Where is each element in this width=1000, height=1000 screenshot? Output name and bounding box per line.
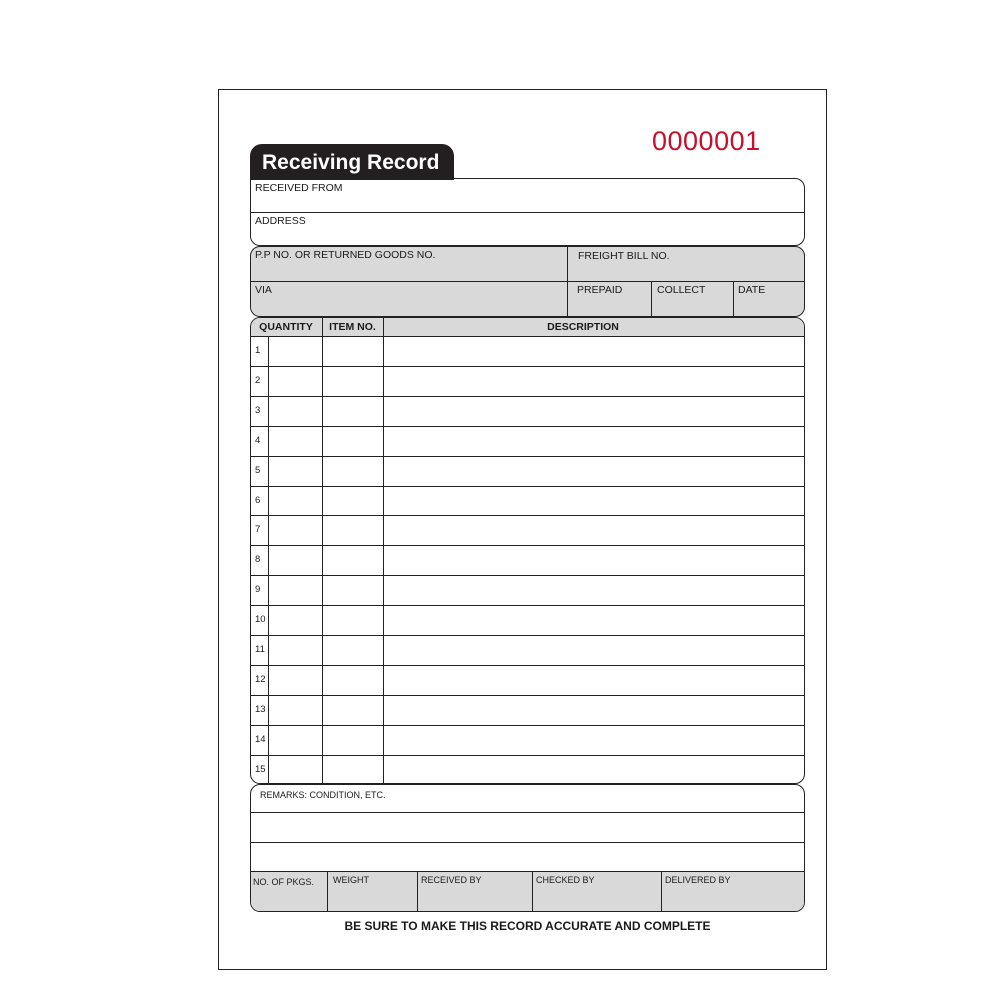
item-no-cell[interactable] xyxy=(323,516,382,544)
divider xyxy=(733,281,734,317)
form-title: Receiving Record xyxy=(250,144,454,180)
received-from-label: RECEIVED FROM xyxy=(255,182,343,194)
description-cell[interactable] xyxy=(384,636,803,664)
row-number: 5 xyxy=(255,464,261,476)
checked-by-label: CHECKED BY xyxy=(536,875,595,885)
description-cell[interactable] xyxy=(384,487,803,515)
column-header-description: DESCRIPTION xyxy=(547,321,619,333)
quantity-cell[interactable] xyxy=(269,756,321,784)
row-number: 11 xyxy=(255,644,265,655)
quantity-cell[interactable] xyxy=(269,516,321,544)
row-number: 9 xyxy=(255,584,261,596)
row-number: 13 xyxy=(255,703,266,715)
date-label: DATE xyxy=(738,284,766,296)
remarks-line-2[interactable] xyxy=(252,813,802,841)
quantity-cell[interactable] xyxy=(269,636,321,664)
column-header-quantity: QUANTITY xyxy=(259,321,313,333)
description-cell[interactable] xyxy=(384,576,803,604)
divider xyxy=(532,871,533,912)
prepaid-field[interactable] xyxy=(569,297,649,315)
received-from-field[interactable] xyxy=(340,182,800,210)
quantity-cell[interactable] xyxy=(269,367,321,395)
pp-no-field[interactable] xyxy=(252,262,564,280)
item-no-cell[interactable] xyxy=(323,666,382,694)
description-cell[interactable] xyxy=(384,427,803,455)
received-by-label: RECEIVED BY xyxy=(421,875,482,885)
row-number: 12 xyxy=(255,673,266,685)
item-no-cell[interactable] xyxy=(323,726,382,754)
item-no-cell[interactable] xyxy=(323,337,382,365)
received-by-field[interactable] xyxy=(419,888,530,909)
quantity-cell[interactable] xyxy=(269,457,321,485)
pp-no-label: P.P NO. OR RETURNED GOODS NO. xyxy=(255,249,436,261)
item-no-cell[interactable] xyxy=(323,427,382,455)
quantity-cell[interactable] xyxy=(269,666,321,694)
row-number: 4 xyxy=(255,434,261,446)
divider xyxy=(661,871,662,912)
divider xyxy=(651,281,652,317)
column-header-item-no: ITEM NO. xyxy=(329,321,376,333)
quantity-cell[interactable] xyxy=(269,696,321,724)
divider xyxy=(250,212,805,213)
address-label: ADDRESS xyxy=(255,215,306,227)
row-number: 14 xyxy=(255,733,266,745)
date-field[interactable] xyxy=(735,297,803,315)
collect-field[interactable] xyxy=(653,297,731,315)
row-number: 3 xyxy=(255,404,261,416)
footer-note: BE SURE TO MAKE THIS RECORD ACCURATE AND COMPLETE xyxy=(344,919,711,933)
description-cell[interactable] xyxy=(384,367,803,395)
description-cell[interactable] xyxy=(384,756,803,784)
item-no-cell[interactable] xyxy=(323,457,382,485)
no-of-pkgs-field[interactable] xyxy=(252,888,325,909)
row-number: 6 xyxy=(255,494,261,506)
weight-field[interactable] xyxy=(329,888,415,909)
serial-number: 0000001 xyxy=(652,126,761,156)
address-field[interactable] xyxy=(305,215,800,243)
description-cell[interactable] xyxy=(384,516,803,544)
divider xyxy=(417,871,418,912)
description-cell[interactable] xyxy=(384,337,803,365)
prepaid-label: PREPAID xyxy=(577,284,623,296)
row-number: 7 xyxy=(255,524,261,536)
quantity-cell[interactable] xyxy=(269,606,321,634)
divider xyxy=(250,871,805,872)
description-cell[interactable] xyxy=(384,606,803,634)
quantity-cell[interactable] xyxy=(269,487,321,515)
item-no-cell[interactable] xyxy=(323,367,382,395)
remarks-label: REMARKS: CONDITION, ETC. xyxy=(260,790,386,800)
delivered-by-label: DELIVERED BY xyxy=(665,875,731,885)
item-no-cell[interactable] xyxy=(323,696,382,724)
quantity-cell[interactable] xyxy=(269,726,321,754)
row-number: 10 xyxy=(255,614,266,626)
quantity-cell[interactable] xyxy=(269,546,321,574)
divider xyxy=(327,871,328,912)
remarks-line-1[interactable] xyxy=(252,800,802,811)
item-no-cell[interactable] xyxy=(323,546,382,574)
no-of-pkgs-label: NO. OF PKGS. xyxy=(253,877,315,887)
collect-label: COLLECT xyxy=(657,284,706,296)
description-cell[interactable] xyxy=(384,726,803,754)
row-number: 2 xyxy=(255,374,261,386)
item-no-cell[interactable] xyxy=(323,756,382,784)
row-number: 8 xyxy=(255,554,261,566)
description-cell[interactable] xyxy=(384,397,803,425)
item-no-cell[interactable] xyxy=(323,636,382,664)
item-no-cell[interactable] xyxy=(323,576,382,604)
item-no-cell[interactable] xyxy=(323,606,382,634)
description-cell[interactable] xyxy=(384,457,803,485)
weight-label: WEIGHT xyxy=(333,875,369,885)
row-number: 15 xyxy=(255,763,266,775)
divider xyxy=(250,281,805,282)
item-no-cell[interactable] xyxy=(323,487,382,515)
item-no-cell[interactable] xyxy=(323,397,382,425)
via-label: VIA xyxy=(255,284,272,296)
delivered-by-field[interactable] xyxy=(663,888,802,909)
divider xyxy=(567,246,568,317)
freight-bill-field[interactable] xyxy=(570,263,802,280)
quantity-cell[interactable] xyxy=(269,427,321,455)
freight-bill-label: FREIGHT BILL NO. xyxy=(578,250,670,262)
via-field[interactable] xyxy=(252,297,564,315)
quantity-cell[interactable] xyxy=(269,397,321,425)
description-cell[interactable] xyxy=(384,696,803,724)
row-number: 1 xyxy=(255,345,261,356)
quantity-cell[interactable] xyxy=(269,576,321,604)
description-cell[interactable] xyxy=(384,666,803,694)
checked-by-field[interactable] xyxy=(534,888,659,909)
quantity-cell[interactable] xyxy=(269,337,321,365)
description-cell[interactable] xyxy=(384,546,803,574)
remarks-line-3[interactable] xyxy=(252,843,802,870)
